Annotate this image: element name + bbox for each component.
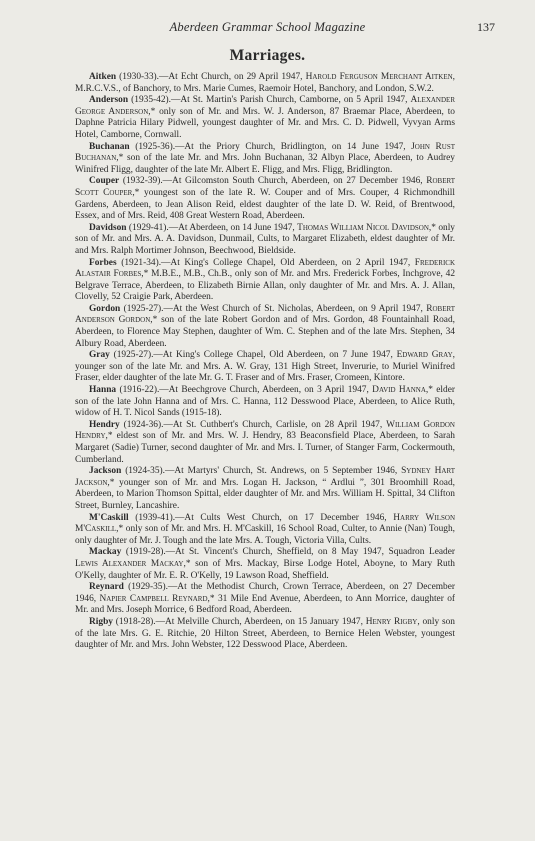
marriage-entry	[75, 223, 455, 258]
entry-details: son of the late Robert Gordon and of Mrs. Gordon, 48 Fountainhall Road, Aberdeen, to Florence May Stephen, daughter of Wm. C. Stephen and of the late Mrs. Stephen, 34 Albury Road, Aberdeen.	[75, 315, 455, 349]
entry-groom-name: John Rust Buchanan,*	[75, 141, 455, 164]
entry-groom-name: Robert Anderson Gordon,*	[75, 303, 455, 326]
entry-details: 31 Mile End Avenue, Aberdeen, to Ann Morrice, daughter of Mr. and Mrs. Joseph Morrice, 6 Bedford Road, Aberdeen.	[75, 593, 456, 616]
section-heading: Marriages.	[229, 47, 306, 64]
entry-surname: Mackay	[89, 547, 122, 558]
entry-surname: Rigby	[89, 616, 113, 627]
entry-details: only son of Mr. and Mrs. A. A. Davidson, Dunmail, Cults, to Margaret Elizabeth, eldest daughter of Mr. and Mrs. Ralph Mortimer Johnson, Beechwood, Bieldside.	[75, 222, 455, 256]
marriage-entry	[75, 617, 455, 652]
entry-lead: (1916-22).—At Beechgrove Church, Aberdeen, on 3 April 1947,	[116, 385, 373, 396]
entry-groom-name: William Gordon Hendry,*	[75, 419, 455, 442]
entry-surname: Hanna	[89, 385, 117, 396]
marriage-entry	[75, 466, 455, 512]
entry-surname: Buchanan	[89, 141, 130, 152]
entry-groom-name: Alexander George Anderson,*	[75, 95, 455, 117]
entry-details: only son of the late Mrs. G. E. Ritchie, 20 Hilton Street, Aberdeen, to Bernice Helen Webster, youngest daughter of Mr. and Mrs. John Webster, 122 Desswood Place, Aberdeen.	[75, 616, 455, 651]
entry-surname: Anderson	[89, 95, 129, 106]
entry-groom-name: Harold Ferguson Merchant Aitken,	[305, 72, 455, 82]
entry-lead: (1929-41).—At Aberdeen, on 14 June 1947,	[126, 222, 298, 233]
entry-groom-name: David Hanna,*	[372, 385, 433, 396]
entry-lead: (1939-41).—At Cults West Church, on 17 December 1946,	[128, 512, 394, 523]
marriage-entry	[75, 142, 455, 177]
entry-groom-name: Edward Gray,	[396, 350, 455, 361]
marriage-entry	[75, 258, 455, 304]
entry-surname: Aitken	[89, 72, 117, 82]
entry-details: M.B.E., M.B., Ch.B., only son of Mr. and Mrs. Frederick Forbes, Inchgrove, 42 Belgrave Terrace, Aberdeen, to Elizabeth Birnie Allan, only daughter of Mr. and Mrs. A. J. Allan, Clovelly, 52 Craigie Park, Aberdeen.	[75, 269, 456, 303]
entry-groom-name: Harry Wilson M'Caskill,*	[75, 512, 455, 535]
entry-groom-name: Frederick Alastair Forbes,*	[75, 257, 455, 280]
marriage-entry	[75, 547, 455, 582]
entry-groom-name: Henry Rigby,	[365, 616, 420, 627]
marriage-entries	[75, 72, 455, 652]
marriage-entry	[75, 72, 455, 95]
entry-details: elder son of the late John Hanna and of Mrs. C. Hanna, 112 Desswood Place, Aberdeen, to Alice Ruth, widow of H. T. Nicol Sands (1915-18).	[75, 385, 455, 419]
entry-lead: (1935-42).—At St. Martin's Parish Church, Camborne, on 5 April 1947,	[128, 95, 411, 106]
entry-lead: (1918-28).—At Melville Church, Aberdeen, on 15 January 1947,	[112, 616, 366, 627]
entry-lead: (1925-27).—At King's College Chapel, Old Aberdeen, on 7 June 1947,	[109, 350, 397, 361]
entry-details: only son of Mr. and Mrs. W. J. Anderson, 87 Braemar Place, Aberdeen, to Daphne Patricia Hilary Pidwell, youngest daughter of Mr. and Mrs. C. D. Pidwell, Vyvyan Arms Hotel, Camborne, Cornwall.	[75, 106, 455, 140]
entry-lead: (1924-35).—At Martyrs' Church, St. Andrews, on 5 September 1946,	[121, 466, 402, 477]
marriage-entry	[75, 582, 455, 617]
entry-surname: Hendry	[89, 419, 120, 430]
marriage-entry	[75, 513, 455, 548]
marriage-entry	[75, 95, 455, 141]
marriage-entry	[75, 350, 455, 385]
entry-surname: Jackson	[89, 466, 122, 477]
marriage-entry	[75, 176, 455, 222]
entry-surname: Gordon	[89, 303, 121, 314]
entry-lead: (1930-33).—At Echt Church, on 29 April 1947,	[116, 72, 306, 82]
entry-surname: M'Caskill	[89, 512, 129, 523]
entry-details: youngest son of the late R. W. Couper and of Mrs. Couper, 4 Richmondhill Gardens, Aberdeen, to Jean Alison Reid, eldest daughter of the late D. W. Reid, of Brentwood, Essex, and of Mrs. Reid, 408 Great Western Road, Aberdeen.	[75, 187, 455, 222]
entry-groom-name: Napier Campbell Reynard,*	[99, 593, 215, 604]
entry-lead: (1921-34).—At King's College Chapel, Old Aberdeen, on 2 April 1947,	[116, 257, 415, 268]
entry-details: eldest son of Mr. and Mrs. W. J. Hendry, 83 Beaconsfield Place, Aberdeen, to Sarah Margaret (Sadie) Turner, second daughter of Mr. and Mrs. I. Turner, of Stanger Farm, Cockermouth, Cumberland.	[75, 431, 455, 465]
entry-details: younger son of the late Mr. and Mrs. A. W. Gray, 131 High Street, Inverurie, to Muriel Winifred Fraser, elder daughter of the late Mr. G. T. Fraser and of Mrs. Fraser, Cromeen, Kintore.	[75, 361, 455, 384]
entry-groom-name: Robert Scott Couper,*	[75, 176, 455, 198]
entry-surname: Forbes	[89, 257, 117, 268]
entry-groom-name: Lewis Alexander Mackay,*	[75, 558, 191, 569]
marriage-entry	[75, 304, 455, 350]
page-number: 137	[477, 20, 495, 34]
entry-lead: (1924-36).—At St. Cuthbert's Church, Carlisle, on 28 April 1947,	[119, 419, 387, 430]
entry-lead: (1929-35).—At the Methodist Church, Crown Terrace, Aberdeen, on 27 December 1946,	[75, 582, 455, 604]
entry-lead: (1932-39).—At Gilcomston South Church, Aberdeen, on 27 December 1946,	[119, 176, 427, 187]
marriage-entry	[75, 420, 455, 466]
marriage-entry	[75, 385, 455, 420]
entry-surname: Gray	[89, 350, 110, 361]
entry-lead: (1919-28).—At St. Vincent's Church, Sheffield, on 8 May 1947, Squadron Leader	[121, 547, 455, 558]
entry-details: son of the late Mr. and Mrs. John Buchanan, 32 Albyn Place, Aberdeen, to Audrey Winifred Fligg, daughter of the late Mr. Albert E. Fligg, and Mrs. Fligg, Bridlington.	[75, 153, 455, 175]
entry-lead: (1925-36).—At the Priory Church, Bridlington, on 14 June 1947,	[129, 141, 412, 152]
entry-details: only son of Mr. and Mrs. H. M'Caskill, 16 School Road, Culter, to Annie (Nan) Tough, only daughter of Mr. J. Tough and the late Mrs. A. Tough, Victoria Villa, Cults.	[75, 524, 455, 546]
entry-details: son of Mrs. Mackay, Birse Lodge Hotel, Aboyne, to Mary Ruth O'Kelly, daughter of Mr. E. R. O'Kelly, 19 Lawson Road, Sheffield.	[75, 558, 455, 581]
entry-details: younger son of Mr. and Mrs. Logan H. Jackson, “ Ardlui ”, 301 Broomhill Road, Aberdeen, to Marion Thomson Spittal, elder daughter of Mr. and Mrs. William H. Spittal, 34 Clifton Street, Burnley, Lancashire.	[75, 477, 455, 511]
entry-groom-name: Sydney Hart Jackson,*	[75, 466, 455, 488]
entry-groom-name: Thomas William Nicol Davidson,*	[297, 222, 436, 233]
running-header	[40, 20, 495, 40]
entry-lead: (1925-27).—At the West Church of St. Nicholas, Aberdeen, on 9 April 1947,	[120, 303, 427, 314]
entry-surname: Davidson	[89, 222, 127, 233]
entry-surname: Couper	[89, 176, 120, 187]
entry-surname: Reynard	[89, 582, 124, 593]
entry-details: M.R.C.V.S., of Banchory, to Mrs. Marie Cumes, Raemoir Hotel, Banchory, and London, S.W.2.	[75, 83, 434, 94]
journal-title: Aberdeen Grammar School Magazine	[169, 20, 366, 34]
